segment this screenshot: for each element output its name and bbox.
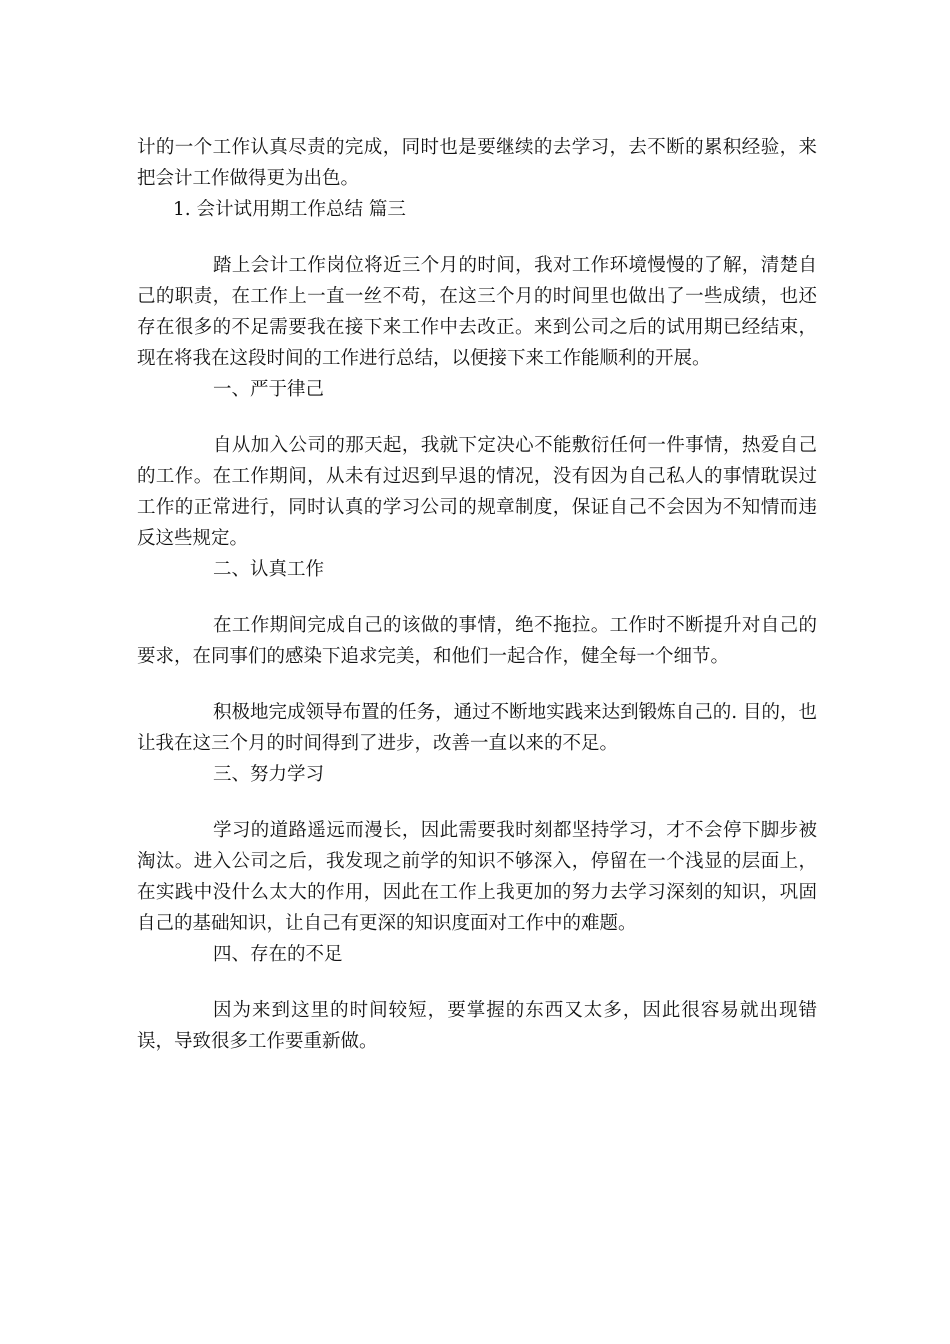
heading-serious-work: 二、认真工作 — [213, 559, 325, 580]
heading-shortcomings: 四、存在的不足 — [213, 944, 343, 965]
paragraph-serious-work-1: 在工作期间完成自己的该做的事情，绝不拖拉。工作时不断提升对自己的要求，在同事们的感染下追求完美，和他们一起合作，健全每一个细节。 — [137, 615, 817, 667]
heading-study-hard: 三、努力学习 — [213, 764, 325, 785]
paragraph-serious-work-2: 积极地完成领导布置的任务，通过不断地实践来达到锻炼自己的. 目的，也让我在这三个月的时间得到了进步，改善一直以来的不足。 — [137, 702, 817, 754]
paragraph-shortcomings: 因为来到这里的时间较短，要掌握的东西又太多，因此很容易就出现错误，导致很多工作要重新做。 — [137, 1000, 817, 1052]
paragraph-self-discipline: 自从加入公司的那天起，我就下定决心不能敷衍任何一件事情，热爱自己的工作。在工作期间，从未有过迟到早退的情况，没有因为自己私人的事情耽误过工作的正常进行，同时认真的学习公司的规章制度，保证自己不会因为不知情而违反这些规定。 — [137, 435, 817, 549]
paragraph-intro: 踏上会计工作岗位将近三个月的时间，我对工作环境慢慢的了解，清楚自己的职责，在工作上一直一丝不苟，在这三个月的时间里也做出了一些成绩，也还存在很多的不足需要我在接下来工作中去改正。来到公司之后的试用期已经结束，现在将我在这段时间的工作进行总结，以便接下来工作能顺利的开展。 — [137, 255, 817, 369]
document-body — [137, 132, 817, 1057]
paragraph-study-hard: 学习的道路遥远而漫长，因此需要我时刻都坚持学习，才不会停下脚步被淘汰。进入公司之后，我发现之前学的知识不够深入，停留在一个浅显的层面上，在实践中没什么太大的作用，因此在工作上我更加的努力去学习深刻的知识，巩固自己的基础知识，让自己有更深的知识度面对工作中的难题。 — [137, 820, 817, 934]
paragraph-continuation: 计的一个工作认真尽责的完成，同时也是要继续的去学习，去不断的累积经验，来把会计工作做得更为出色。 — [137, 137, 817, 189]
section-title-part-three: 1. 会计试用期工作总结 篇三 — [173, 199, 406, 220]
heading-self-discipline: 一、严于律己 — [213, 379, 325, 400]
